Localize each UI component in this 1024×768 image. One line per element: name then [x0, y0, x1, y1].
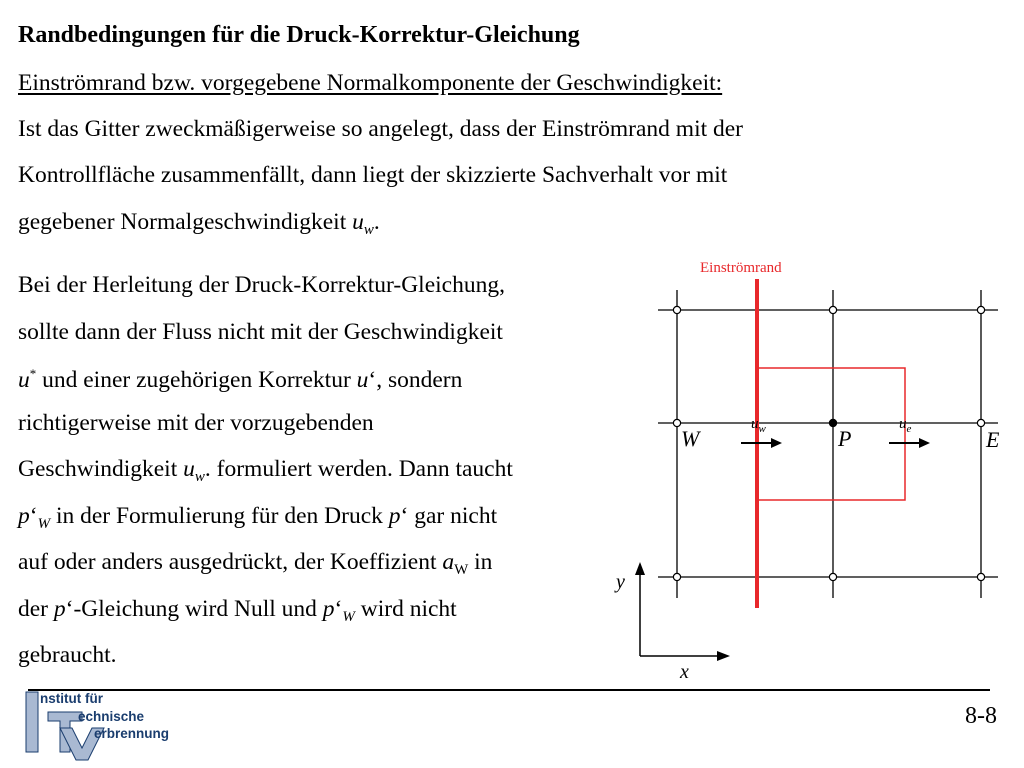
- para-line-1: Bei der Herleitung der Druck-Korrektur-Gleichung,: [18, 272, 505, 298]
- node-E-label: E: [986, 427, 1000, 452]
- logo-line-1: nstitut für: [40, 691, 103, 706]
- control-volume-outline: [757, 368, 905, 500]
- para-line-2: sollte dann der Fluss nicht mit der Geschwindigkeit: [18, 319, 503, 345]
- intro-line-2: Kontrollfläche zusammenfällt, dann liegt der skizzierte Sachverhalt vor mit: [18, 162, 728, 188]
- para-line-6: $p‘_W$ in der Formulierung für den Druck p‘ gar nicht: [18, 503, 498, 532]
- uw-arrow: [741, 438, 782, 448]
- para-line-3: u* und einer zugehörigen Korrektur u‘, sondern: [18, 366, 463, 393]
- axis-y-label: y: [616, 571, 625, 593]
- axis-x-label: x: [680, 661, 689, 683]
- inflow-boundary-label: Einströmrand: [700, 260, 782, 276]
- grid-nodes: [673, 306, 984, 580]
- intro-line-1: Ist das Gitter zweckmäßigerweise so angelegt, dass der Einströmrand mit der: [18, 116, 744, 142]
- ue-arrow: [889, 438, 930, 448]
- para-line-5: Geschwindigkeit $u_w$. formuliert werden. Dann taucht: [18, 456, 513, 485]
- node-P-label: P: [838, 426, 852, 451]
- node-W-label: W: [681, 426, 700, 451]
- para-line-8: der p‘-Gleichung wird Null und $p‘_W$ wird nicht: [18, 596, 457, 625]
- page-number: 8-8: [965, 703, 997, 729]
- para-line-7: auf oder anders ausgedrückt, der Koeffizient $a_W$ in: [18, 549, 493, 578]
- section-subtitle: Einströmrand bzw. vorgegebene Normalkomponente der Geschwindigkeit:: [18, 70, 723, 96]
- intro-line-3: gegebener Normalgeschwindigkeit $u_w$.: [18, 209, 380, 238]
- logo-line-3: erbrennung: [94, 726, 170, 741]
- uw-label: $u_w$: [751, 416, 766, 435]
- grid-lines: [658, 290, 998, 598]
- institute-logo: [20, 690, 200, 762]
- para-line-9: gebraucht.: [18, 642, 117, 668]
- page-title: Randbedingungen für die Druck-Korrektur-Gleichung: [18, 22, 580, 48]
- logo-line-2: echnische: [78, 709, 145, 724]
- ue-label: $u_e$: [899, 416, 912, 435]
- node-P-point: [829, 419, 837, 427]
- para-line-4: richtigerweise mit der vorzugebenden: [18, 410, 374, 436]
